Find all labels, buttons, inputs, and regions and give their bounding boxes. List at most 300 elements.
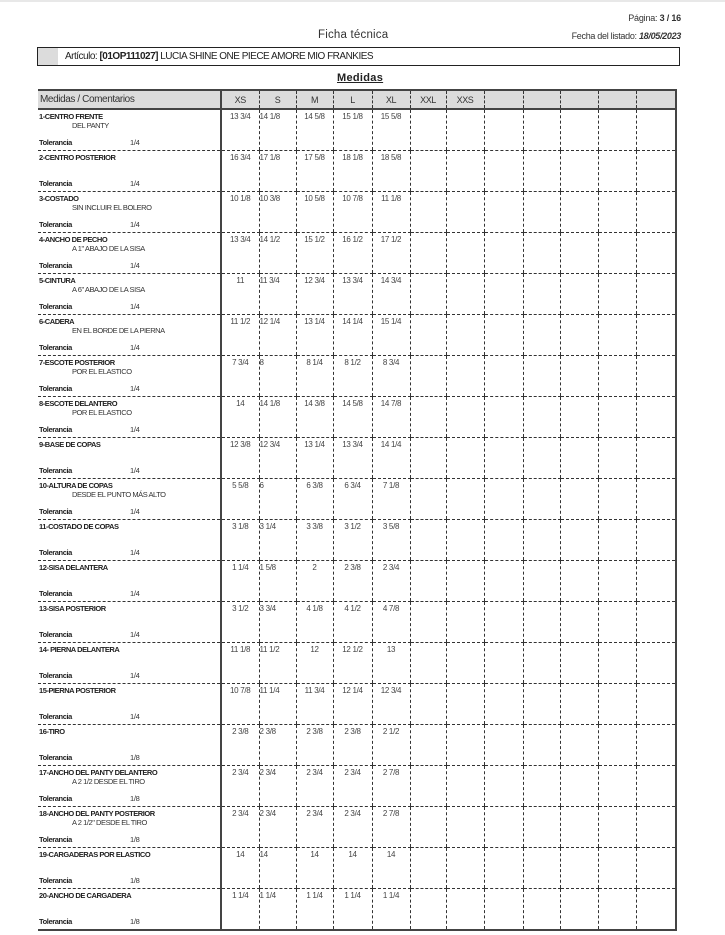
header-measures-comments: Medidas / Comentarios [38, 90, 221, 109]
size-value-cell [636, 192, 676, 233]
measure-name-cell [38, 192, 221, 233]
size-value-cell [523, 315, 560, 356]
tolerance-value: 1/4 [130, 630, 140, 639]
size-value-cell [410, 766, 446, 807]
size-value-cell [446, 848, 484, 889]
table-row [38, 684, 676, 725]
measure-title: 3-COSTADO [39, 194, 79, 203]
size-value-cell [484, 397, 523, 438]
size-value-cell [523, 192, 560, 233]
measure-title: 15-PIERNA POSTERIOR [39, 686, 116, 695]
size-value-cell [484, 520, 523, 561]
table-row [38, 438, 676, 479]
tolerance-label: Tolerancia [39, 630, 72, 639]
measure-title: 9-BASE DE COPAS [39, 440, 101, 449]
article-label: Artículo: [65, 51, 98, 62]
size-value-cell [523, 151, 560, 192]
measure-title: 14- PIERNA DELANTERA [39, 645, 120, 654]
size-value-cell [446, 151, 484, 192]
measure-title: 11-COSTADO DE COPAS [39, 522, 119, 531]
size-value-cell [560, 233, 598, 274]
measure-name-cell [38, 725, 221, 766]
tolerance-label: Tolerancia [39, 876, 72, 885]
size-value-cell: 1 1/4 [221, 561, 259, 602]
size-value-cell [598, 520, 636, 561]
table-row [38, 643, 676, 684]
size-value-cell: 2 3/8 [333, 561, 372, 602]
size-value-cell [446, 766, 484, 807]
tolerance-label: Tolerancia [39, 835, 72, 844]
size-value-cell [484, 151, 523, 192]
size-value-cell: 1 1/4 [296, 889, 333, 931]
size-value-cell: 14 1/8 [259, 109, 296, 151]
size-value-cell: 4 7/8 [372, 602, 410, 643]
size-value-cell: 11 3/4 [259, 274, 296, 315]
size-value-cell [484, 192, 523, 233]
tolerance-value: 1/4 [130, 466, 140, 475]
size-value-cell: 14 3/8 [296, 397, 333, 438]
size-value-cell [598, 807, 636, 848]
size-value-cell [636, 274, 676, 315]
size-value-cell [523, 602, 560, 643]
size-value-cell: 2 3/8 [221, 725, 259, 766]
size-value-cell: 17 1/8 [259, 151, 296, 192]
measure-comment: DESDE EL PUNTO MÁS ALTO [72, 490, 166, 499]
size-value-cell [636, 151, 676, 192]
header-size: L [333, 90, 372, 109]
size-value-cell: 10 7/8 [221, 684, 259, 725]
size-value-cell [560, 520, 598, 561]
measure-title: 5-CINTURA [39, 276, 76, 285]
measure-name-cell [38, 233, 221, 274]
size-value-cell [598, 356, 636, 397]
size-value-cell: 6 3/8 [296, 479, 333, 520]
measure-title: 20-ANCHO DE CARGADERA [39, 891, 132, 900]
size-value-cell [410, 151, 446, 192]
size-value-cell [523, 889, 560, 931]
tolerance-value: 1/8 [130, 794, 140, 803]
size-value-cell [560, 602, 598, 643]
measure-title: 17-ANCHO DEL PANTY DELANTERO [39, 768, 158, 777]
size-value-cell [636, 315, 676, 356]
size-value-cell: 2 3/4 [333, 766, 372, 807]
header-size: XXL [410, 90, 446, 109]
size-value-cell: 14 [259, 848, 296, 889]
size-value-cell [636, 397, 676, 438]
size-value-cell: 15 1/4 [372, 315, 410, 356]
size-value-cell [410, 602, 446, 643]
table-row [38, 766, 676, 807]
size-value-cell: 17 5/8 [296, 151, 333, 192]
size-value-cell [410, 479, 446, 520]
size-value-cell: 14 1/8 [259, 397, 296, 438]
size-value-cell: 11 1/2 [259, 643, 296, 684]
size-value-cell [636, 356, 676, 397]
size-value-cell: 4 1/2 [333, 602, 372, 643]
size-value-cell [523, 356, 560, 397]
page-number [628, 13, 681, 23]
size-value-cell: 14 3/4 [372, 274, 410, 315]
tolerance-value: 1/4 [130, 507, 140, 516]
size-value-cell [636, 479, 676, 520]
size-value-cell [598, 684, 636, 725]
size-value-cell [484, 479, 523, 520]
size-value-cell [446, 725, 484, 766]
size-value-cell [636, 766, 676, 807]
size-value-cell [484, 643, 523, 684]
size-value-cell [410, 684, 446, 725]
tolerance-value: 1/4 [130, 712, 140, 721]
tolerance-value: 1/4 [130, 179, 140, 188]
size-value-cell [523, 520, 560, 561]
size-value-cell: 13 [372, 643, 410, 684]
size-value-cell [484, 438, 523, 479]
size-value-cell: 14 1/4 [333, 315, 372, 356]
measure-comment: A 6" ABAJO DE LA SISA [72, 285, 145, 294]
size-value-cell [636, 233, 676, 274]
size-value-cell [598, 438, 636, 479]
measure-title: 1-CENTRO FRENTE [39, 112, 103, 121]
measure-name-cell [38, 561, 221, 602]
size-value-cell: 7 1/8 [372, 479, 410, 520]
measure-title: 12-SISA DELANTERA [39, 563, 108, 572]
table-row [38, 192, 676, 233]
measure-title: 4-ANCHO DE PECHO [39, 235, 108, 244]
size-value-cell [598, 192, 636, 233]
tolerance-value: 1/4 [130, 589, 140, 598]
measure-title: 19-CARGADERAS POR ELASTICO [39, 850, 151, 859]
size-value-cell [410, 192, 446, 233]
size-value-cell: 3 3/8 [296, 520, 333, 561]
measure-name-cell [38, 274, 221, 315]
size-value-cell: 10 3/8 [259, 192, 296, 233]
size-value-cell [446, 397, 484, 438]
measure-title: 2-CENTRO POSTERIOR [39, 153, 116, 162]
size-value-cell: 2 3/4 [333, 807, 372, 848]
size-value-cell [560, 479, 598, 520]
size-value-cell [446, 274, 484, 315]
tolerance-value: 1/4 [130, 220, 140, 229]
size-value-cell [560, 848, 598, 889]
measure-comment: POR EL ELASTICO [72, 367, 132, 376]
size-value-cell [446, 807, 484, 848]
header-size [560, 90, 598, 109]
size-value-cell [446, 889, 484, 931]
measure-comment: A 2 1/2 DESDE EL TIRO [72, 777, 145, 786]
table-row [38, 520, 676, 561]
size-value-cell [636, 725, 676, 766]
header-size: XS [221, 90, 259, 109]
size-value-cell [523, 807, 560, 848]
measure-comment: A 1" ABAJO DE LA SISA [72, 244, 145, 253]
table-row [38, 397, 676, 438]
size-value-cell [410, 848, 446, 889]
size-value-cell [410, 807, 446, 848]
size-value-cell: 13 1/4 [296, 438, 333, 479]
tolerance-value: 1/8 [130, 835, 140, 844]
size-value-cell: 3 1/2 [333, 520, 372, 561]
size-value-cell: 3 5/8 [372, 520, 410, 561]
size-value-cell: 14 [333, 848, 372, 889]
header-size [598, 90, 636, 109]
size-value-cell [598, 561, 636, 602]
size-value-cell: 2 3/4 [296, 766, 333, 807]
size-value-cell [523, 438, 560, 479]
size-value-cell [410, 397, 446, 438]
tolerance-label: Tolerancia [39, 671, 72, 680]
size-value-cell [410, 561, 446, 602]
size-value-cell: 14 1/2 [259, 233, 296, 274]
article-text [58, 51, 373, 62]
tolerance-value: 1/4 [130, 671, 140, 680]
size-value-cell: 2 3/4 [221, 807, 259, 848]
table-row [38, 233, 676, 274]
table-row [38, 889, 676, 931]
header-size [523, 90, 560, 109]
measure-name-cell [38, 109, 221, 151]
table-row [38, 848, 676, 889]
size-value-cell: 14 [221, 848, 259, 889]
measurements-table [38, 89, 677, 931]
size-value-cell [446, 643, 484, 684]
size-value-cell [598, 848, 636, 889]
article-name: LUCIA SHINE ONE PIECE AMORE MIO FRANKIES [160, 51, 374, 62]
measure-name-cell [38, 520, 221, 561]
size-value-cell: 16 1/2 [333, 233, 372, 274]
size-value-cell [484, 233, 523, 274]
size-value-cell [410, 643, 446, 684]
header-size: S [259, 90, 296, 109]
size-value-cell [598, 889, 636, 931]
size-value-cell [560, 889, 598, 931]
size-value-cell: 14 5/8 [333, 397, 372, 438]
header-size: XXS [446, 90, 484, 109]
size-value-cell [598, 766, 636, 807]
measure-name-cell [38, 397, 221, 438]
date-value: 18/05/2023 [638, 31, 681, 41]
measure-title: 6-CADERA [39, 317, 75, 326]
size-value-cell [446, 520, 484, 561]
tolerance-value: 1/4 [130, 302, 140, 311]
tolerance-label: Tolerancia [39, 548, 72, 557]
size-value-cell [636, 602, 676, 643]
size-value-cell [484, 848, 523, 889]
size-value-cell [484, 766, 523, 807]
page-value: 3 / 16 [659, 13, 681, 23]
size-value-cell [560, 192, 598, 233]
size-value-cell: 2 3/8 [333, 725, 372, 766]
size-value-cell: 2 1/2 [372, 725, 410, 766]
tolerance-label: Tolerancia [39, 261, 72, 270]
tolerance-value: 1/8 [130, 753, 140, 762]
size-value-cell: 12 3/4 [259, 438, 296, 479]
size-value-cell: 2 3/8 [296, 725, 333, 766]
tolerance-label: Tolerancia [39, 302, 72, 311]
size-value-cell [598, 274, 636, 315]
tolerance-label: Tolerancia [39, 753, 72, 762]
size-value-cell: 1 1/4 [221, 889, 259, 931]
size-value-cell: 13 3/4 [333, 438, 372, 479]
measure-title: 16-TIRO [39, 727, 65, 736]
table-header-row [38, 90, 676, 109]
size-value-cell [410, 438, 446, 479]
size-value-cell [636, 848, 676, 889]
size-value-cell: 17 1/2 [372, 233, 410, 274]
size-value-cell [410, 274, 446, 315]
size-value-cell: 14 5/8 [296, 109, 333, 151]
size-value-cell [560, 766, 598, 807]
header-size [636, 90, 676, 109]
size-value-cell [446, 479, 484, 520]
size-value-cell [484, 807, 523, 848]
tolerance-value: 1/8 [130, 876, 140, 885]
size-value-cell [484, 725, 523, 766]
size-value-cell [523, 397, 560, 438]
size-value-cell: 1 1/4 [259, 889, 296, 931]
size-value-cell [560, 109, 598, 151]
size-value-cell [484, 356, 523, 397]
size-value-cell [598, 233, 636, 274]
size-value-cell: 11 1/8 [372, 192, 410, 233]
measure-name-cell [38, 151, 221, 192]
table-row [38, 315, 676, 356]
tolerance-value: 1/4 [130, 384, 140, 393]
table-row [38, 479, 676, 520]
size-value-cell [484, 602, 523, 643]
table-row [38, 274, 676, 315]
size-value-cell [410, 725, 446, 766]
size-value-cell [598, 397, 636, 438]
size-value-cell: 11 [221, 274, 259, 315]
measure-name-cell [38, 643, 221, 684]
article-code: [01OP111027] [99, 51, 158, 62]
size-value-cell: 14 [296, 848, 333, 889]
tolerance-value: 1/4 [130, 343, 140, 352]
size-value-cell: 12 1/2 [333, 643, 372, 684]
table-row [38, 561, 676, 602]
measure-comment: EN EL BORDE DE LA PIERNA [72, 326, 165, 335]
measure-name-cell [38, 315, 221, 356]
measure-name-cell [38, 356, 221, 397]
size-value-cell [636, 438, 676, 479]
size-value-cell: 8 1/2 [333, 356, 372, 397]
size-value-cell: 14 7/8 [372, 397, 410, 438]
size-value-cell: 10 7/8 [333, 192, 372, 233]
size-value-cell: 10 5/8 [296, 192, 333, 233]
size-value-cell: 2 3/4 [372, 561, 410, 602]
size-value-cell: 2 3/4 [259, 766, 296, 807]
size-value-cell [560, 356, 598, 397]
size-value-cell [560, 151, 598, 192]
size-value-cell [446, 602, 484, 643]
size-value-cell: 11 1/4 [259, 684, 296, 725]
tolerance-label: Tolerancia [39, 343, 72, 352]
size-value-cell [560, 315, 598, 356]
size-value-cell: 15 1/8 [333, 109, 372, 151]
size-value-cell: 11 3/4 [296, 684, 333, 725]
size-value-cell: 8 [259, 356, 296, 397]
size-value-cell [523, 725, 560, 766]
table-row [38, 725, 676, 766]
size-value-cell [446, 233, 484, 274]
size-value-cell [523, 561, 560, 602]
size-value-cell [636, 561, 676, 602]
size-value-cell [410, 520, 446, 561]
size-value-cell [598, 479, 636, 520]
tolerance-label: Tolerancia [39, 917, 72, 926]
measure-name-cell [38, 807, 221, 848]
size-value-cell [523, 848, 560, 889]
table-row [38, 151, 676, 192]
size-value-cell [560, 274, 598, 315]
measure-title: 8-ESCOTE DELANTERO [39, 399, 118, 408]
measure-name-cell [38, 848, 221, 889]
size-value-cell: 7 3/4 [221, 356, 259, 397]
size-value-cell: 15 5/8 [372, 109, 410, 151]
size-value-cell: 12 1/4 [333, 684, 372, 725]
tolerance-label: Tolerancia [39, 425, 72, 434]
article-box [37, 47, 680, 66]
size-value-cell: 2 3/8 [259, 725, 296, 766]
size-value-cell: 12 3/4 [296, 274, 333, 315]
size-value-cell: 3 1/4 [259, 520, 296, 561]
size-value-cell [410, 356, 446, 397]
size-value-cell: 12 3/8 [221, 438, 259, 479]
page-label: Página: [628, 13, 658, 23]
size-value-cell: 14 1/4 [372, 438, 410, 479]
size-value-cell: 8 1/4 [296, 356, 333, 397]
measure-name-cell [38, 766, 221, 807]
measure-name-cell [38, 438, 221, 479]
tolerance-label: Tolerancia [39, 384, 72, 393]
size-value-cell [484, 109, 523, 151]
size-value-cell [560, 561, 598, 602]
size-value-cell [410, 315, 446, 356]
size-value-cell: 13 3/4 [221, 109, 259, 151]
measure-comment: SIN INCLUIR EL BOLERO [72, 203, 152, 212]
tolerance-value: 1/8 [130, 917, 140, 926]
size-value-cell [636, 520, 676, 561]
size-value-cell [598, 151, 636, 192]
measure-name-cell [38, 479, 221, 520]
size-value-cell: 2 3/4 [259, 807, 296, 848]
measure-comment: A 2 1/2" DESDE EL TIRO [72, 818, 147, 827]
size-value-cell: 3 3/4 [259, 602, 296, 643]
size-value-cell: 1 1/4 [333, 889, 372, 931]
header-size: M [296, 90, 333, 109]
size-value-cell: 13 1/4 [296, 315, 333, 356]
size-value-cell [484, 315, 523, 356]
size-value-cell [523, 766, 560, 807]
measure-title: 10-ALTURA DE COPAS [39, 481, 113, 490]
size-value-cell: 4 1/8 [296, 602, 333, 643]
size-value-cell: 1 5/8 [259, 561, 296, 602]
size-value-cell: 2 3/4 [296, 807, 333, 848]
tolerance-label: Tolerancia [39, 179, 72, 188]
tolerance-value: 1/4 [130, 261, 140, 270]
article-strip [38, 48, 58, 65]
size-value-cell: 3 1/8 [221, 520, 259, 561]
tolerance-label: Tolerancia [39, 138, 72, 147]
header-size: XL [372, 90, 410, 109]
size-value-cell [446, 561, 484, 602]
top-divider [0, 0, 725, 2]
size-value-cell [484, 561, 523, 602]
table-row [38, 109, 676, 151]
size-value-cell [446, 684, 484, 725]
tolerance-label: Tolerancia [39, 794, 72, 803]
tolerance-label: Tolerancia [39, 466, 72, 475]
